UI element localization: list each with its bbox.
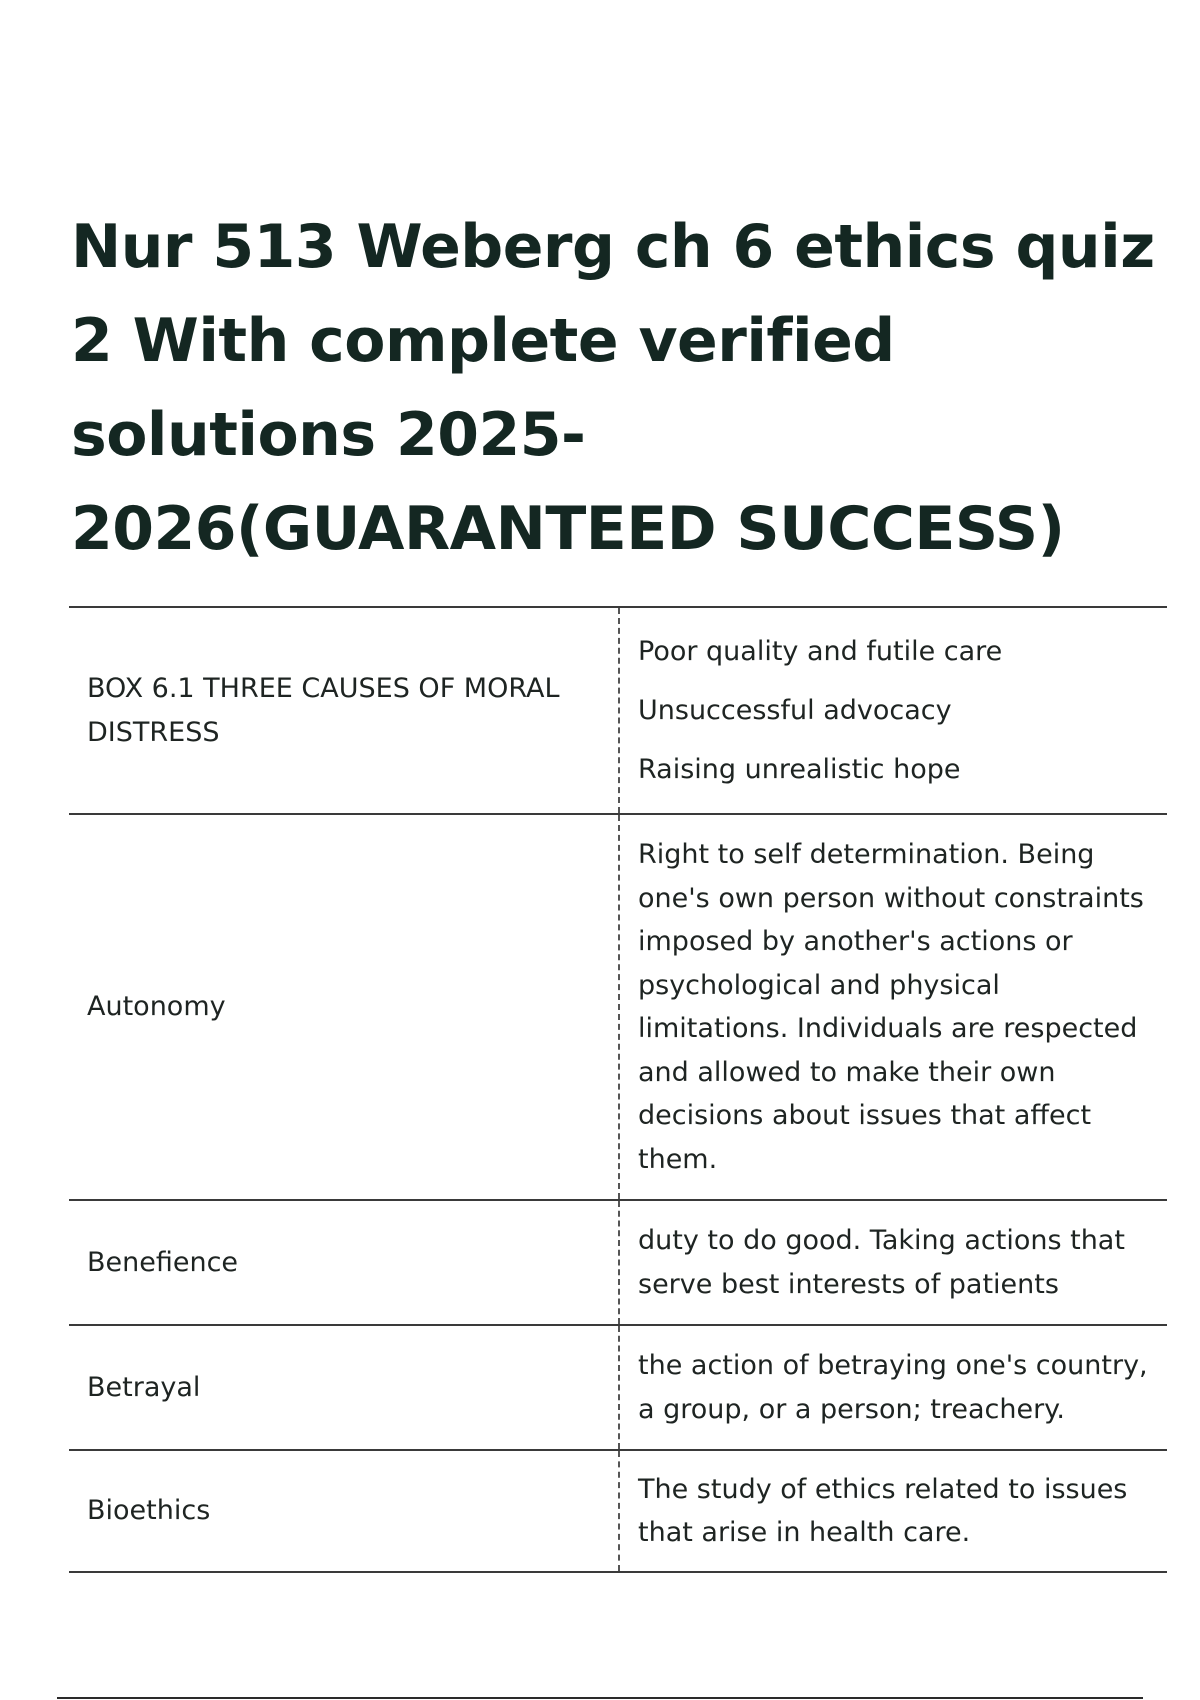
term-cell: Betrayal bbox=[87, 1371, 201, 1403]
definition-cell: Right to self determination. Being one's own person without constraints imposed by another's actions or psychological and physical limitations. Individuals are respected and allowed to make their own decisions about issues that affect them. bbox=[619, 814, 1167, 1200]
term-cell: Autonomy bbox=[87, 991, 226, 1022]
definition-cell: The study of ethics related to issues that arise in health care. bbox=[619, 1450, 1167, 1572]
title-line-1: Nur 513 Weberg ch 6 ethics quiz bbox=[71, 212, 1155, 282]
definition-cell: duty to do good. Taking actions that serve best interests of patients bbox=[619, 1200, 1167, 1325]
term-cell: Bioethics bbox=[87, 1495, 211, 1526]
title-line-2: 2 With complete verified bbox=[71, 306, 895, 376]
list-item: Poor quality and futile care bbox=[638, 636, 1003, 667]
term-cell: BOX 6.1 THREE CAUSES OF MORAL DISTRESS bbox=[87, 672, 560, 748]
table-row bbox=[69, 1325, 1167, 1450]
list-item: Unsuccessful advocacy bbox=[638, 695, 952, 726]
table-row bbox=[69, 814, 1167, 1200]
title-line-3: solutions 2025- bbox=[71, 400, 586, 470]
page-divider bbox=[57, 1697, 1143, 1699]
table-row bbox=[69, 607, 1167, 814]
page-title bbox=[71, 200, 1181, 576]
term-cell: Benefience bbox=[87, 1246, 239, 1278]
title-line-4: 2026(GUARANTEED SUCCESS) bbox=[71, 494, 1065, 564]
table-row bbox=[69, 1450, 1167, 1572]
table-row bbox=[69, 1200, 1167, 1325]
definition-cell bbox=[619, 607, 1167, 814]
flashcard-table bbox=[69, 606, 1167, 1573]
definition-cell: the action of betraying one's country, a group, or a person; treachery. bbox=[619, 1325, 1167, 1450]
list-item: Raising unrealistic hope bbox=[638, 754, 961, 785]
